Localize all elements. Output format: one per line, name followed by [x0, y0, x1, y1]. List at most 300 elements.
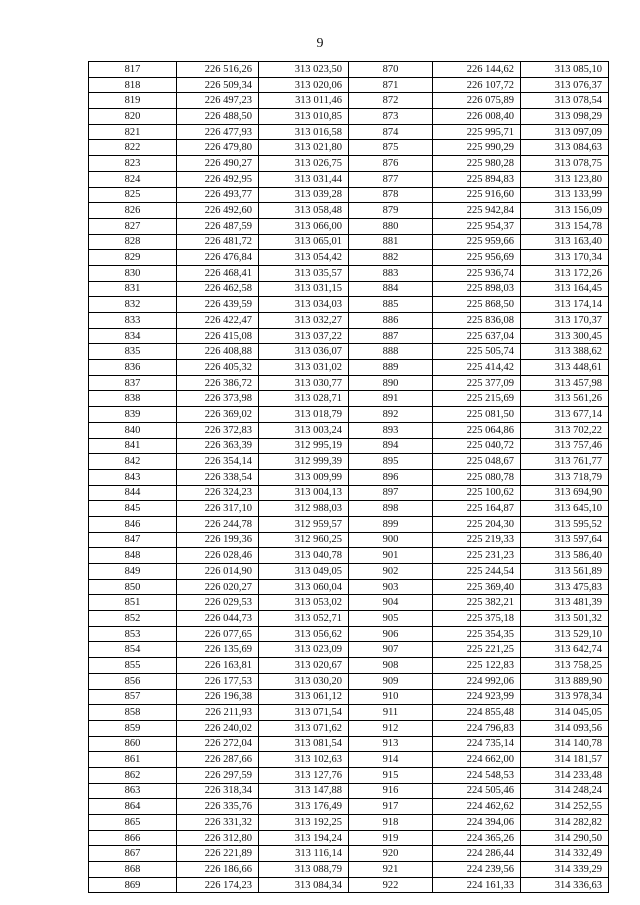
x-coordinate-left: 226 014,90: [177, 564, 259, 580]
y-coordinate-right: 314 140,78: [521, 736, 609, 752]
y-coordinate-right: 313 133,99: [521, 187, 609, 203]
x-coordinate-right: 225 040,72: [433, 438, 521, 454]
point-number-left: 821: [89, 124, 177, 140]
y-coordinate-left: 313 040,78: [259, 548, 349, 564]
y-coordinate-left: 313 030,20: [259, 673, 349, 689]
x-coordinate-left: 226 369,02: [177, 407, 259, 423]
table-row: [89, 799, 609, 815]
point-number-left: 820: [89, 109, 177, 125]
point-number-right: 871: [349, 77, 433, 93]
x-coordinate-left: 226 373,98: [177, 391, 259, 407]
point-number-right: 917: [349, 799, 433, 815]
table-row: [89, 62, 609, 78]
x-coordinate-right: 225 215,69: [433, 391, 521, 407]
table-row: [89, 360, 609, 376]
x-coordinate-left: 226 493,77: [177, 187, 259, 203]
table-row: [89, 532, 609, 548]
y-coordinate-left: 313 026,75: [259, 156, 349, 172]
point-number-right: 909: [349, 673, 433, 689]
x-coordinate-left: 226 020,27: [177, 579, 259, 595]
y-coordinate-right: 313 475,83: [521, 579, 609, 595]
y-coordinate-right: 313 642,74: [521, 642, 609, 658]
y-coordinate-left: 313 054,42: [259, 250, 349, 266]
x-coordinate-right: 225 898,03: [433, 281, 521, 297]
y-coordinate-right: 313 170,37: [521, 313, 609, 329]
x-coordinate-right: 225 990,29: [433, 140, 521, 156]
y-coordinate-left: 313 071,54: [259, 705, 349, 721]
y-coordinate-right: 313 164,45: [521, 281, 609, 297]
y-coordinate-left: 313 010,85: [259, 109, 349, 125]
x-coordinate-left: 226 372,83: [177, 422, 259, 438]
y-coordinate-right: 313 889,90: [521, 673, 609, 689]
point-number-left: 846: [89, 516, 177, 532]
point-number-left: 828: [89, 234, 177, 250]
table-row: [89, 815, 609, 831]
x-coordinate-right: 225 942,84: [433, 203, 521, 219]
table-row: [89, 344, 609, 360]
y-coordinate-left: 313 023,09: [259, 642, 349, 658]
table-row: [89, 469, 609, 485]
y-coordinate-right: 313 172,26: [521, 265, 609, 281]
y-coordinate-right: 313 097,09: [521, 124, 609, 140]
y-coordinate-right: 314 093,56: [521, 720, 609, 736]
point-number-right: 903: [349, 579, 433, 595]
x-coordinate-left: 226 497,23: [177, 93, 259, 109]
x-coordinate-right: 225 231,23: [433, 548, 521, 564]
point-number-right: 885: [349, 297, 433, 313]
y-coordinate-right: 313 757,46: [521, 438, 609, 454]
x-coordinate-left: 226 422,47: [177, 313, 259, 329]
y-coordinate-right: 314 045,05: [521, 705, 609, 721]
x-coordinate-left: 226 272,04: [177, 736, 259, 752]
table-row: [89, 156, 609, 172]
y-coordinate-left: 313 021,80: [259, 140, 349, 156]
y-coordinate-left: 313 194,24: [259, 830, 349, 846]
y-coordinate-right: 313 529,10: [521, 626, 609, 642]
y-coordinate-left: 313 028,71: [259, 391, 349, 407]
y-coordinate-left: 313 020,67: [259, 658, 349, 674]
point-number-right: 918: [349, 815, 433, 831]
y-coordinate-left: 313 084,34: [259, 877, 349, 893]
x-coordinate-left: 226 490,27: [177, 156, 259, 172]
y-coordinate-left: 313 030,77: [259, 375, 349, 391]
x-coordinate-right: 225 868,50: [433, 297, 521, 313]
y-coordinate-left: 313 176,49: [259, 799, 349, 815]
y-coordinate-right: 313 586,40: [521, 548, 609, 564]
point-number-right: 882: [349, 250, 433, 266]
table-row: [89, 626, 609, 642]
table-row: [89, 391, 609, 407]
point-number-right: 898: [349, 501, 433, 517]
y-coordinate-left: 313 003,24: [259, 422, 349, 438]
x-coordinate-right: 225 100,62: [433, 485, 521, 501]
x-coordinate-right: 224 662,00: [433, 752, 521, 768]
y-coordinate-right: 313 154,78: [521, 218, 609, 234]
point-number-left: 842: [89, 454, 177, 470]
x-coordinate-left: 226 196,38: [177, 689, 259, 705]
y-coordinate-right: 313 300,45: [521, 328, 609, 344]
y-coordinate-left: 313 052,71: [259, 611, 349, 627]
point-number-left: 835: [89, 344, 177, 360]
x-coordinate-right: 225 637,04: [433, 328, 521, 344]
x-coordinate-right: 224 394,06: [433, 815, 521, 831]
x-coordinate-left: 226 221,89: [177, 846, 259, 862]
y-coordinate-right: 313 078,75: [521, 156, 609, 172]
table-row: [89, 736, 609, 752]
point-number-left: 867: [89, 846, 177, 862]
x-coordinate-left: 226 408,88: [177, 344, 259, 360]
point-number-right: 916: [349, 783, 433, 799]
point-number-left: 819: [89, 93, 177, 109]
x-coordinate-right: 225 219,33: [433, 532, 521, 548]
point-number-right: 889: [349, 360, 433, 376]
point-number-left: 863: [89, 783, 177, 799]
x-coordinate-right: 225 894,83: [433, 171, 521, 187]
x-coordinate-left: 226 331,32: [177, 815, 259, 831]
y-coordinate-right: 313 597,64: [521, 532, 609, 548]
x-coordinate-left: 226 177,53: [177, 673, 259, 689]
y-coordinate-right: 313 761,77: [521, 454, 609, 470]
x-coordinate-right: 225 122,83: [433, 658, 521, 674]
y-coordinate-left: 313 016,58: [259, 124, 349, 140]
point-number-right: 902: [349, 564, 433, 580]
y-coordinate-right: 313 123,80: [521, 171, 609, 187]
x-coordinate-right: 225 980,28: [433, 156, 521, 172]
y-coordinate-right: 313 561,89: [521, 564, 609, 580]
point-number-left: 826: [89, 203, 177, 219]
y-coordinate-right: 313 702,22: [521, 422, 609, 438]
y-coordinate-left: 313 053,02: [259, 595, 349, 611]
x-coordinate-right: 225 354,35: [433, 626, 521, 642]
x-coordinate-left: 226 405,32: [177, 360, 259, 376]
y-coordinate-right: 314 290,50: [521, 830, 609, 846]
x-coordinate-left: 226 487,59: [177, 218, 259, 234]
x-coordinate-right: 224 462,62: [433, 799, 521, 815]
point-number-right: 895: [349, 454, 433, 470]
x-coordinate-right: 224 855,48: [433, 705, 521, 721]
table-row: [89, 265, 609, 281]
point-number-left: 843: [89, 469, 177, 485]
point-number-right: 907: [349, 642, 433, 658]
table-row: [89, 516, 609, 532]
point-number-right: 910: [349, 689, 433, 705]
point-number-left: 858: [89, 705, 177, 721]
x-coordinate-right: 225 836,08: [433, 313, 521, 329]
y-coordinate-right: 313 645,10: [521, 501, 609, 517]
x-coordinate-right: 225 995,71: [433, 124, 521, 140]
page-number: 9: [316, 36, 324, 51]
x-coordinate-left: 226 363,39: [177, 438, 259, 454]
table-row: [89, 689, 609, 705]
point-number-right: 919: [349, 830, 433, 846]
y-coordinate-left: 313 018,79: [259, 407, 349, 423]
x-coordinate-left: 226 354,14: [177, 454, 259, 470]
y-coordinate-right: 313 978,34: [521, 689, 609, 705]
y-coordinate-right: 313 163,40: [521, 234, 609, 250]
point-number-left: 855: [89, 658, 177, 674]
y-coordinate-right: 313 448,61: [521, 360, 609, 376]
x-coordinate-left: 226 244,78: [177, 516, 259, 532]
x-coordinate-right: 225 936,74: [433, 265, 521, 281]
y-coordinate-right: 314 336,63: [521, 877, 609, 893]
x-coordinate-left: 226 462,58: [177, 281, 259, 297]
x-coordinate-left: 226 174,23: [177, 877, 259, 893]
table-row: [89, 752, 609, 768]
x-coordinate-left: 226 199,36: [177, 532, 259, 548]
y-coordinate-left: 312 995,19: [259, 438, 349, 454]
point-number-left: 839: [89, 407, 177, 423]
y-coordinate-right: 313 388,62: [521, 344, 609, 360]
x-coordinate-left: 226 211,93: [177, 705, 259, 721]
y-coordinate-right: 313 694,90: [521, 485, 609, 501]
x-coordinate-left: 226 317,10: [177, 501, 259, 517]
table-row: [89, 375, 609, 391]
y-coordinate-right: 314 339,29: [521, 862, 609, 878]
x-coordinate-right: 224 505,46: [433, 783, 521, 799]
y-coordinate-right: 314 332,49: [521, 846, 609, 862]
point-number-right: 879: [349, 203, 433, 219]
point-number-left: 847: [89, 532, 177, 548]
point-number-right: 884: [349, 281, 433, 297]
y-coordinate-right: 313 085,10: [521, 62, 609, 78]
point-number-right: 912: [349, 720, 433, 736]
y-coordinate-right: 314 282,82: [521, 815, 609, 831]
x-coordinate-left: 226 318,34: [177, 783, 259, 799]
point-number-right: 881: [349, 234, 433, 250]
y-coordinate-left: 313 031,44: [259, 171, 349, 187]
x-coordinate-right: 226 008,40: [433, 109, 521, 125]
table-row: [89, 77, 609, 93]
table-row: [89, 454, 609, 470]
point-number-left: 853: [89, 626, 177, 642]
y-coordinate-left: 313 035,57: [259, 265, 349, 281]
x-coordinate-right: 226 144,62: [433, 62, 521, 78]
x-coordinate-left: 226 077,65: [177, 626, 259, 642]
point-number-right: 870: [349, 62, 433, 78]
table-row: [89, 579, 609, 595]
point-number-right: 899: [349, 516, 433, 532]
x-coordinate-left: 226 479,80: [177, 140, 259, 156]
x-coordinate-right: 224 923,99: [433, 689, 521, 705]
point-number-left: 856: [89, 673, 177, 689]
y-coordinate-left: 313 192,25: [259, 815, 349, 831]
x-coordinate-left: 226 468,41: [177, 265, 259, 281]
point-number-left: 833: [89, 313, 177, 329]
x-coordinate-left: 226 297,59: [177, 767, 259, 783]
table-row: [89, 830, 609, 846]
point-number-right: 896: [349, 469, 433, 485]
y-coordinate-right: 314 233,48: [521, 767, 609, 783]
point-number-left: 837: [89, 375, 177, 391]
y-coordinate-left: 313 127,76: [259, 767, 349, 783]
point-number-right: 906: [349, 626, 433, 642]
point-number-right: 900: [349, 532, 433, 548]
x-coordinate-left: 226 476,84: [177, 250, 259, 266]
x-coordinate-right: 224 365,26: [433, 830, 521, 846]
point-number-left: 825: [89, 187, 177, 203]
x-coordinate-right: 226 107,72: [433, 77, 521, 93]
table-row: [89, 862, 609, 878]
point-number-right: 891: [349, 391, 433, 407]
x-coordinate-left: 226 163,81: [177, 658, 259, 674]
point-number-right: 880: [349, 218, 433, 234]
table-row: [89, 877, 609, 893]
y-coordinate-left: 312 999,39: [259, 454, 349, 470]
point-number-right: 893: [349, 422, 433, 438]
y-coordinate-left: 312 988,03: [259, 501, 349, 517]
y-coordinate-left: 313 147,88: [259, 783, 349, 799]
table-row: [89, 485, 609, 501]
y-coordinate-left: 313 058,48: [259, 203, 349, 219]
point-number-right: 921: [349, 862, 433, 878]
x-coordinate-left: 226 186,66: [177, 862, 259, 878]
x-coordinate-left: 226 029,53: [177, 595, 259, 611]
x-coordinate-left: 226 481,72: [177, 234, 259, 250]
point-number-left: 849: [89, 564, 177, 580]
x-coordinate-right: 225 204,30: [433, 516, 521, 532]
table-row: [89, 720, 609, 736]
y-coordinate-right: 313 084,63: [521, 140, 609, 156]
table-row: [89, 171, 609, 187]
table-row: [89, 203, 609, 219]
table-row: [89, 767, 609, 783]
coordinates-table-body: [89, 62, 609, 893]
point-number-left: 869: [89, 877, 177, 893]
table-row: [89, 658, 609, 674]
y-coordinate-left: 313 116,14: [259, 846, 349, 862]
point-number-left: 866: [89, 830, 177, 846]
point-number-left: 861: [89, 752, 177, 768]
point-number-left: 854: [89, 642, 177, 658]
x-coordinate-left: 226 492,60: [177, 203, 259, 219]
point-number-left: 829: [89, 250, 177, 266]
y-coordinate-right: 313 170,34: [521, 250, 609, 266]
point-number-right: 886: [349, 313, 433, 329]
x-coordinate-left: 226 312,80: [177, 830, 259, 846]
y-coordinate-right: 314 252,55: [521, 799, 609, 815]
x-coordinate-left: 226 338,54: [177, 469, 259, 485]
y-coordinate-right: 314 248,24: [521, 783, 609, 799]
y-coordinate-left: 312 960,25: [259, 532, 349, 548]
point-number-right: 913: [349, 736, 433, 752]
x-coordinate-right: 225 954,37: [433, 218, 521, 234]
x-coordinate-left: 226 240,02: [177, 720, 259, 736]
x-coordinate-right: 225 369,40: [433, 579, 521, 595]
x-coordinate-right: 225 080,78: [433, 469, 521, 485]
table-row: [89, 673, 609, 689]
point-number-left: 841: [89, 438, 177, 454]
x-coordinate-left: 226 324,23: [177, 485, 259, 501]
y-coordinate-left: 313 061,12: [259, 689, 349, 705]
point-number-left: 868: [89, 862, 177, 878]
table-row: [89, 846, 609, 862]
point-number-left: 817: [89, 62, 177, 78]
table-row: [89, 328, 609, 344]
point-number-left: 831: [89, 281, 177, 297]
table-row: [89, 705, 609, 721]
y-coordinate-right: 313 758,25: [521, 658, 609, 674]
x-coordinate-right: 225 064,86: [433, 422, 521, 438]
x-coordinate-right: 225 244,54: [433, 564, 521, 580]
y-coordinate-left: 313 071,62: [259, 720, 349, 736]
x-coordinate-left: 226 028,46: [177, 548, 259, 564]
point-number-right: 915: [349, 767, 433, 783]
point-number-right: 872: [349, 93, 433, 109]
point-number-right: 904: [349, 595, 433, 611]
point-number-right: 905: [349, 611, 433, 627]
x-coordinate-right: 225 081,50: [433, 407, 521, 423]
table-row: [89, 564, 609, 580]
point-number-left: 818: [89, 77, 177, 93]
y-coordinate-left: 313 036,07: [259, 344, 349, 360]
point-number-left: 822: [89, 140, 177, 156]
point-number-right: 875: [349, 140, 433, 156]
x-coordinate-right: 225 916,60: [433, 187, 521, 203]
y-coordinate-left: 313 081,54: [259, 736, 349, 752]
table-row: [89, 297, 609, 313]
y-coordinate-left: 313 049,05: [259, 564, 349, 580]
table-row: [89, 124, 609, 140]
x-coordinate-right: 225 956,69: [433, 250, 521, 266]
y-coordinate-right: 314 181,57: [521, 752, 609, 768]
y-coordinate-left: 313 065,01: [259, 234, 349, 250]
point-number-right: 878: [349, 187, 433, 203]
x-coordinate-left: 226 335,76: [177, 799, 259, 815]
x-coordinate-right: 224 796,83: [433, 720, 521, 736]
y-coordinate-left: 313 032,27: [259, 313, 349, 329]
coordinates-table: [88, 61, 609, 893]
point-number-left: 850: [89, 579, 177, 595]
point-number-left: 848: [89, 548, 177, 564]
point-number-left: 830: [89, 265, 177, 281]
table-row: [89, 611, 609, 627]
table-row: [89, 281, 609, 297]
point-number-right: 873: [349, 109, 433, 125]
point-number-left: 845: [89, 501, 177, 517]
point-number-left: 860: [89, 736, 177, 752]
point-number-left: 865: [89, 815, 177, 831]
y-coordinate-right: 313 481,39: [521, 595, 609, 611]
y-coordinate-left: 313 031,15: [259, 281, 349, 297]
y-coordinate-left: 313 066,00: [259, 218, 349, 234]
y-coordinate-left: 313 102,63: [259, 752, 349, 768]
point-number-left: 857: [89, 689, 177, 705]
point-number-left: 838: [89, 391, 177, 407]
x-coordinate-right: 224 548,53: [433, 767, 521, 783]
y-coordinate-right: 313 595,52: [521, 516, 609, 532]
x-coordinate-left: 226 516,26: [177, 62, 259, 78]
y-coordinate-right: 313 677,14: [521, 407, 609, 423]
x-coordinate-left: 226 492,95: [177, 171, 259, 187]
x-coordinate-left: 226 488,50: [177, 109, 259, 125]
y-coordinate-left: 313 056,62: [259, 626, 349, 642]
y-coordinate-right: 313 501,32: [521, 611, 609, 627]
y-coordinate-right: 313 174,14: [521, 297, 609, 313]
x-coordinate-left: 226 509,34: [177, 77, 259, 93]
point-number-right: 876: [349, 156, 433, 172]
y-coordinate-right: 313 078,54: [521, 93, 609, 109]
x-coordinate-right: 225 221,25: [433, 642, 521, 658]
point-number-left: 862: [89, 767, 177, 783]
point-number-right: 920: [349, 846, 433, 862]
table-row: [89, 93, 609, 109]
x-coordinate-left: 226 386,72: [177, 375, 259, 391]
table-row: [89, 422, 609, 438]
table-row: [89, 501, 609, 517]
point-number-right: 894: [349, 438, 433, 454]
x-coordinate-right: 224 286,44: [433, 846, 521, 862]
x-coordinate-right: 226 075,89: [433, 93, 521, 109]
